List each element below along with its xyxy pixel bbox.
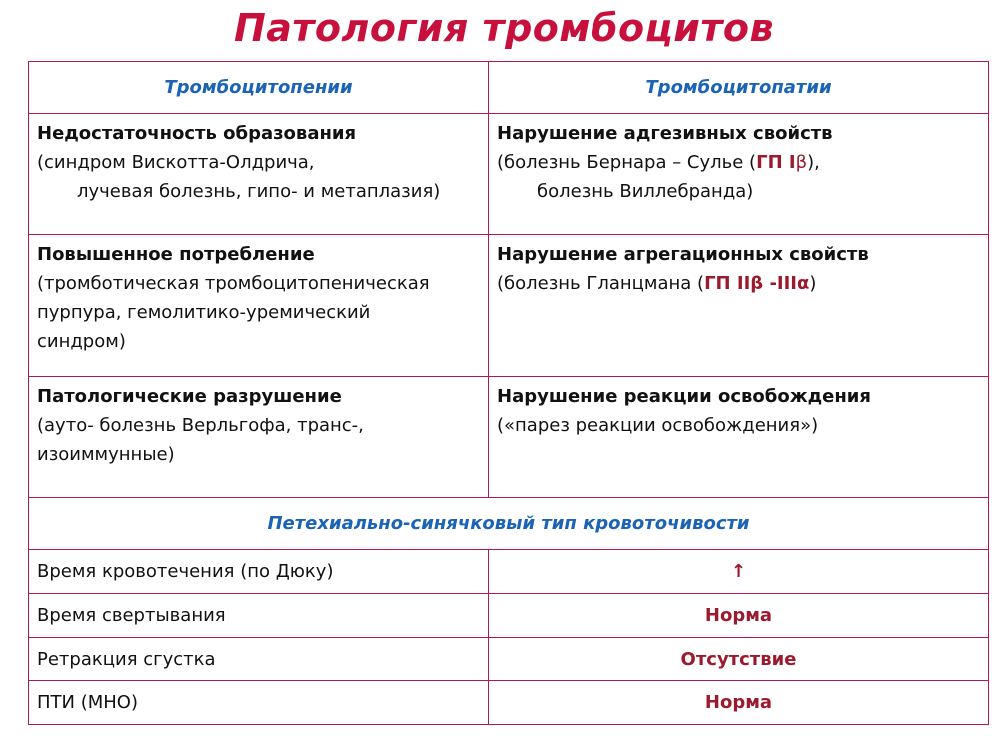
row-text: синдром) (37, 331, 126, 352)
test-param: ПТИ (МНО) (29, 681, 489, 725)
row-heading: Повышенное потребление (37, 244, 315, 265)
row-heading: Нарушение реакции освобождения (497, 386, 871, 407)
table-row (29, 377, 989, 498)
text-fragment: ) (809, 273, 817, 294)
row-heading: Нарушение адгезивных свойств (497, 123, 833, 144)
cell-aggregation-disorder (489, 235, 989, 377)
gp-label: -III (763, 273, 798, 294)
cell-adhesion-disorder (489, 114, 989, 235)
table-row (29, 638, 989, 681)
row-text: («парез реакции освобождения») (497, 415, 819, 436)
row-text (497, 269, 980, 298)
test-value: ↑ (489, 550, 989, 594)
page-title: Патология тромбоцитов (233, 6, 775, 50)
text-fragment: (болезнь Бернара – Сулье ( (497, 152, 757, 173)
row-text: (тромботическая тромбоцитопеническая (37, 273, 430, 294)
table-row (29, 235, 989, 377)
greek-symbol: β (750, 273, 764, 294)
row-text: изоиммунные) (37, 444, 175, 465)
platelet-pathology-table (28, 61, 989, 725)
test-value: Норма (489, 681, 989, 725)
text-fragment: (болезнь Гланцмана ( (497, 273, 705, 294)
table-header-row (29, 62, 989, 114)
cell-formation-deficiency (29, 114, 489, 235)
test-value: Норма (489, 594, 989, 638)
row-text: болезнь Виллебранда) (537, 181, 754, 202)
table-row (29, 114, 989, 235)
table-row (29, 594, 989, 638)
header-thrombocytopathy: Тромбоцитопатии (489, 62, 989, 114)
greek-symbol: α (797, 273, 810, 294)
cell-increased-consumption (29, 235, 489, 377)
text-fragment: ), (807, 152, 820, 173)
test-param: Время кровотечения (по Дюку) (29, 550, 489, 594)
test-param: Время свертывания (29, 594, 489, 638)
row-heading: Патологические разрушение (37, 386, 342, 407)
row-text: лучевая болезнь, гипо- и метаплазия) (77, 181, 441, 202)
bleeding-type-row (29, 498, 989, 550)
row-heading: Нарушение агрегационных свойств (497, 244, 869, 265)
header-thrombocytopenia: Тромбоцитопении (29, 62, 489, 114)
gp-label: ГП I (756, 152, 796, 173)
table-row (29, 681, 989, 725)
gp-label: ГП II (704, 273, 751, 294)
row-text: (ауто- болезнь Верльгофа, транс-, (37, 415, 364, 436)
row-heading: Недостаточность образования (37, 123, 357, 144)
cell-release-reaction-disorder (489, 377, 989, 498)
bleeding-type-heading: Петехиально-синячковый тип кровоточивости (29, 498, 989, 550)
row-text: пурпура, гемолитико-уремический (37, 302, 371, 323)
cell-pathological-destruction (29, 377, 489, 498)
greek-symbol: β (795, 152, 808, 173)
test-param: Ретракция сгустка (29, 638, 489, 681)
row-text (497, 148, 980, 177)
table-row (29, 550, 989, 594)
test-value: Отсутствие (489, 638, 989, 681)
row-text: (синдром Вискотта-Олдрича, (37, 152, 315, 173)
